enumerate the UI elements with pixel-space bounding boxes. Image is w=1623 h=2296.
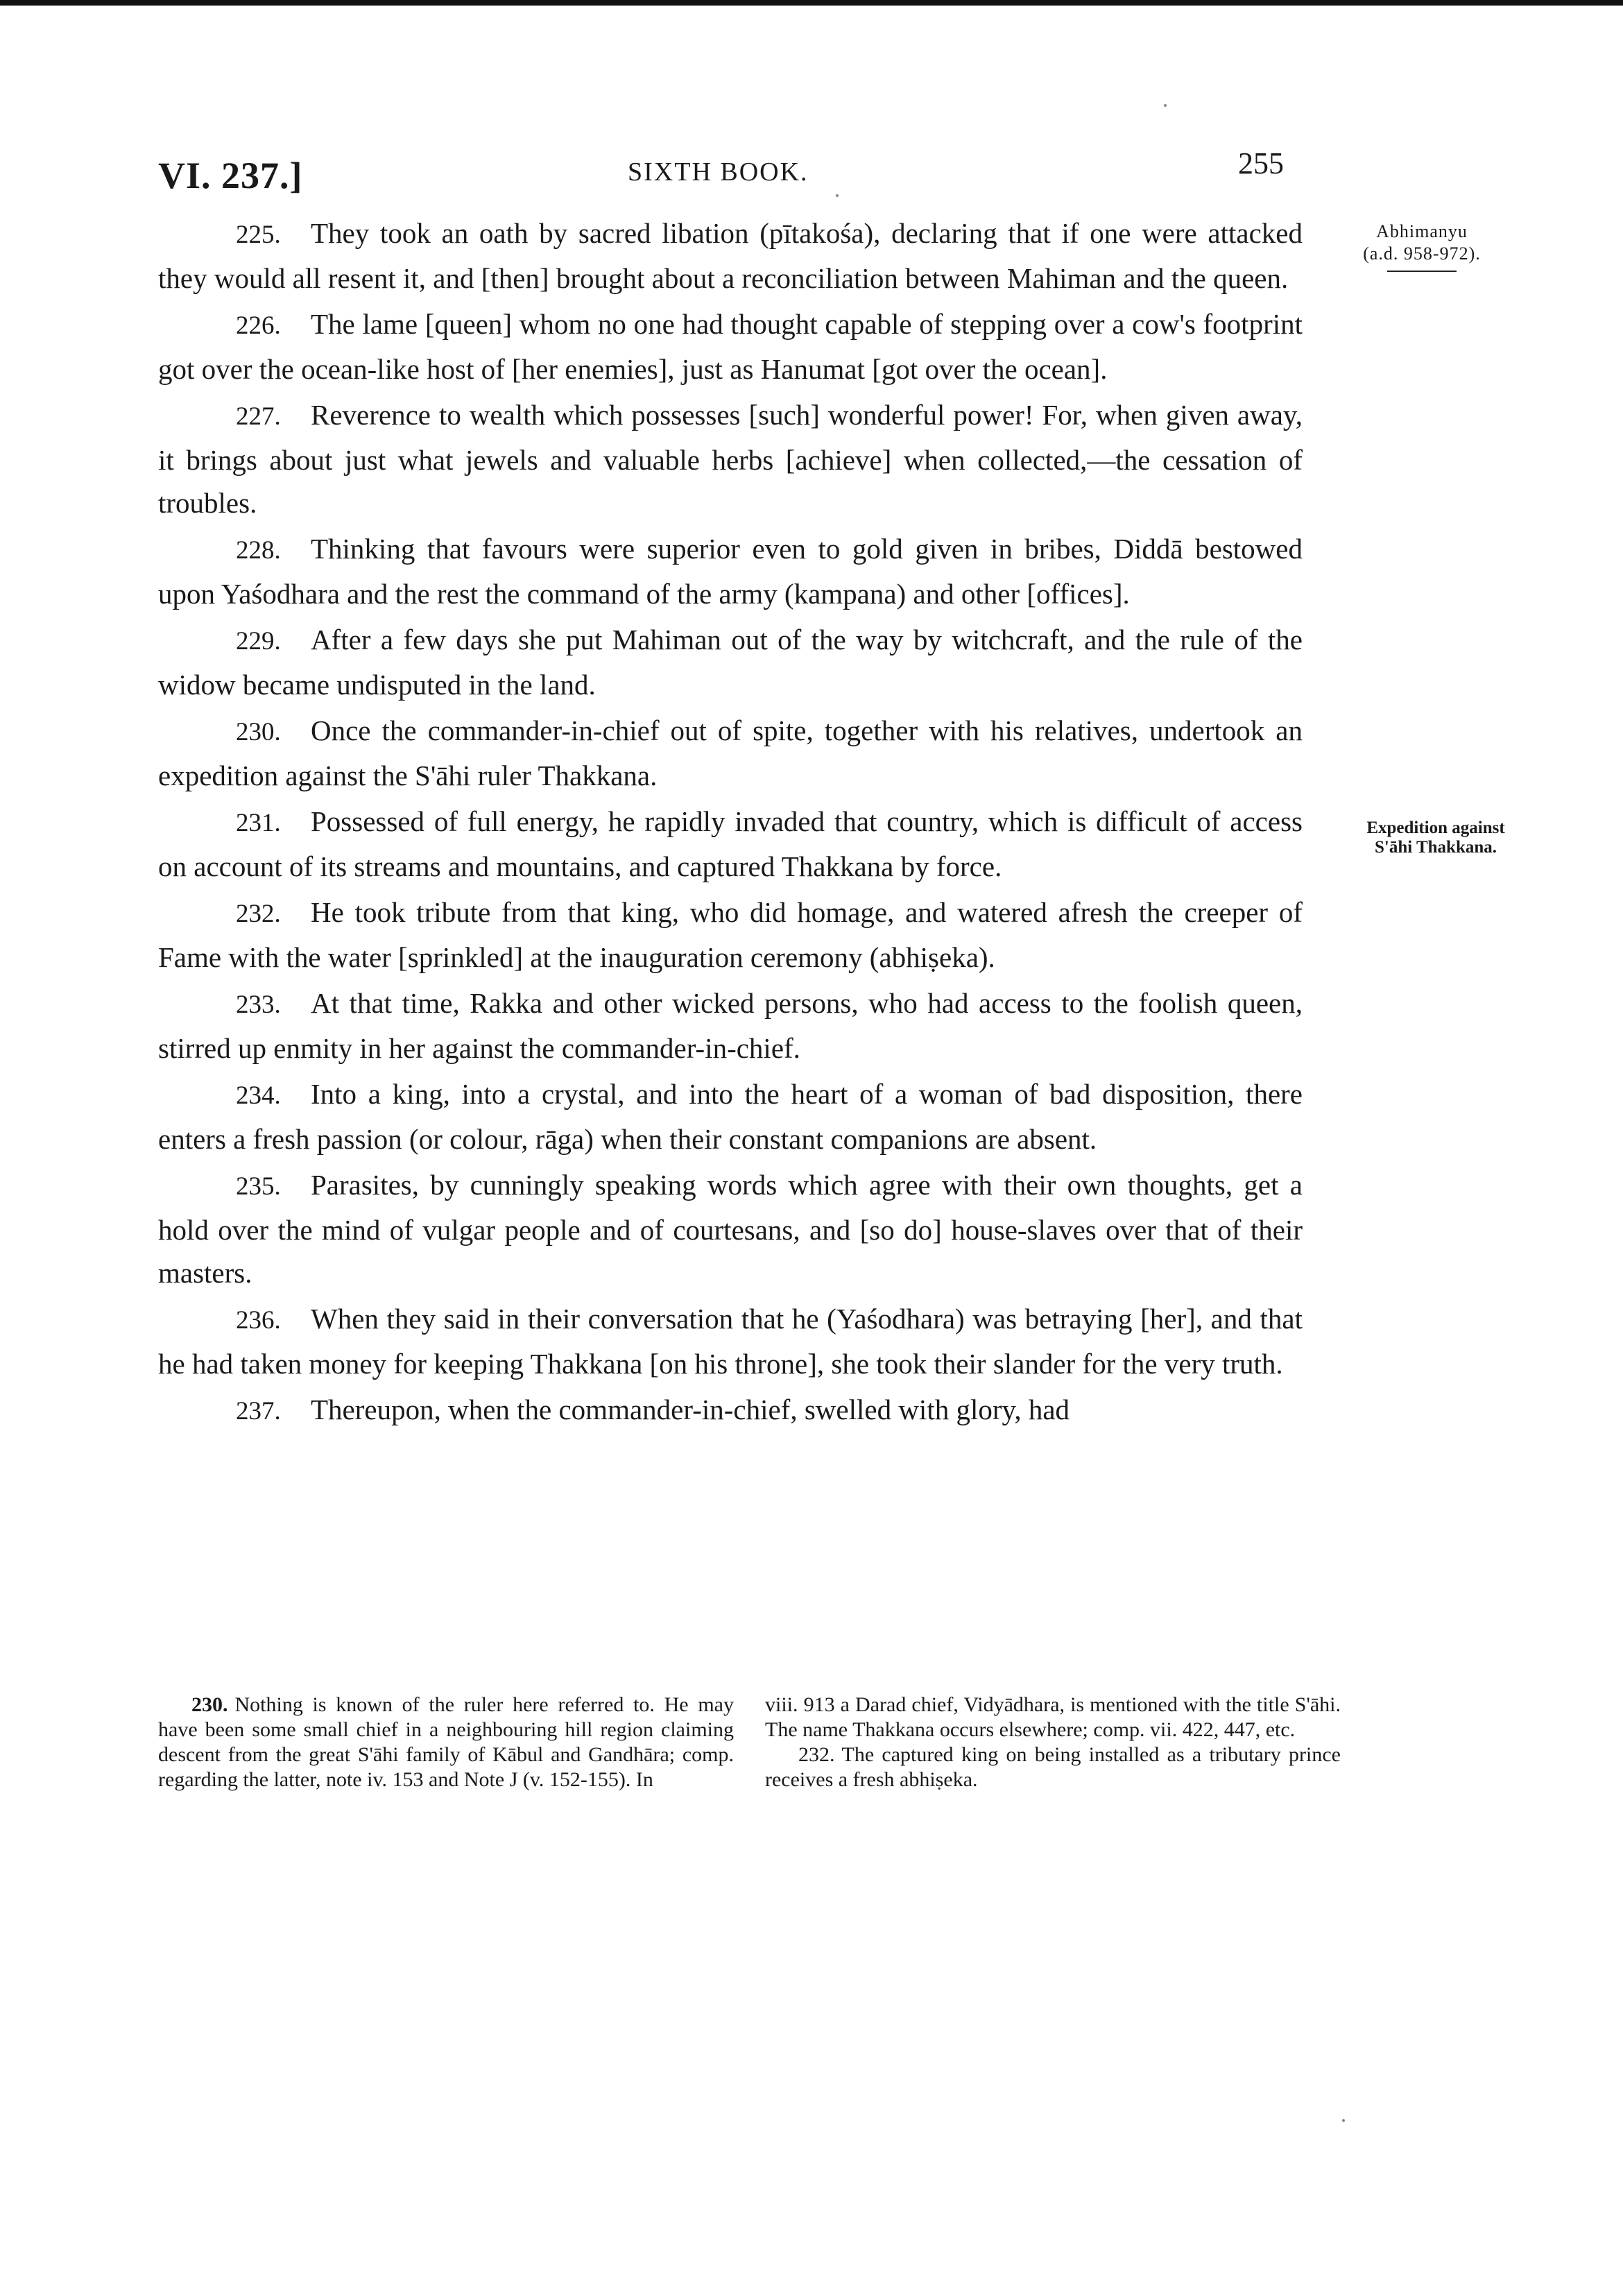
verse-paragraph (158, 1072, 1303, 1160)
footnote (158, 1693, 734, 1792)
verse-number: 229. (236, 627, 281, 656)
verse-paragraph (158, 800, 1303, 888)
verse-text: Thinking that favours were superior even to gold given in bribes, Diddā bestowed upon Yaśodhara and the rest the command of the army (kampana) and other [offices]. (158, 533, 1303, 610)
verse-text: They took an oath by sacred libation (pītakośa), declaring that if one were attacked they would all resent it, and [then] brought about a reconciliation between Mahiman and the queen. (158, 217, 1303, 294)
verse-number: 230. (236, 718, 281, 746)
main-text (158, 212, 1303, 1436)
footnote-text: Nothing is known of the ruler here referred to. He may have been some small chief in a neighbouring hill region claiming descent from the great S'āhi family of Kābul and Gandhāra; comp. regarding the latter, note iv. 153 and Note J (v. 152-155). In (158, 1693, 734, 1791)
page-top-border (0, 0, 1623, 6)
verse-paragraph (158, 302, 1303, 391)
verse-text: He took tribute from that king, who did homage, and watered afresh the creeper of Fame with the water [sprinkled] at the inauguration ceremony (abhiṣeka). (158, 896, 1303, 973)
margin-note-line: S'āhi Thakkana. (1374, 838, 1497, 857)
verse-paragraph (158, 709, 1303, 797)
verse-text: Thereupon, when the commander-in-chief, swelled with glory, had (311, 1394, 1070, 1425)
verse-text: Parasites, by cunningly speaking words which agree with their own thoughts, get a hold over the mind of vulgar people and of courtesans, and [so do] house-slaves over that of their masters. (158, 1169, 1303, 1289)
verse-number: 226. (236, 311, 281, 340)
verse-number: 234. (236, 1081, 281, 1110)
verse-number: 237. (236, 1397, 281, 1425)
footnote-continuation: viii. 913 a Darad chief, Vidyādhara, is mentioned with the title S'āhi. The name Thakkana occurs elsewhere; comp. vii. 422, 447, etc. (765, 1693, 1341, 1741)
margin-note-line: Expedition against (1366, 819, 1505, 837)
verse-paragraph (158, 1163, 1303, 1294)
footnote-column-right (765, 1693, 1341, 1792)
verse-number: 231. (236, 809, 281, 837)
verse-number: 225. (236, 221, 281, 249)
verse-paragraph (158, 1297, 1303, 1385)
scan-speck (1342, 2119, 1345, 2122)
footnote-column-left (158, 1693, 734, 1792)
verse-paragraph (158, 618, 1303, 706)
verse-number: 233. (236, 991, 281, 1019)
verse-number: 232. (236, 900, 281, 928)
header-section-ref: VI. 237.] (158, 155, 303, 196)
verse-text: Possessed of full energy, he rapidly invaded that country, which is difficult of access on account of its streams and mountains, and captured Thakkana by force. (158, 805, 1303, 882)
verse-paragraph (158, 891, 1303, 979)
footnote-number: 230. (191, 1693, 228, 1716)
margin-note-expedition (1332, 819, 1540, 857)
footnote (765, 1742, 1341, 1792)
margin-note-reign (1346, 221, 1498, 272)
verse-paragraph (158, 1388, 1303, 1433)
scan-speck (836, 194, 839, 197)
margin-note-line: (a.d. 958-972). (1363, 243, 1481, 264)
verse-number: 235. (236, 1172, 281, 1201)
verse-text: At that time, Rakka and other wicked persons, who had access to the foolish queen, stirred up enmity in her against the commander-in-chief. (158, 987, 1303, 1064)
verse-text: Once the commander-in-chief out of spite, together with his relatives, undertook an expedition against the S'āhi ruler Thakkana. (158, 714, 1303, 791)
running-header (0, 139, 1623, 201)
verse-text: After a few days she put Mahiman out of the way by witchcraft, and the rule of the widow became undisputed in the land. (158, 624, 1303, 701)
verse-paragraph (158, 527, 1303, 615)
verse-number: 228. (236, 536, 281, 565)
verse-paragraph (158, 393, 1303, 524)
verse-text: The lame [queen] whom no one had thought capable of stepping over a cow's footprint got over the ocean-like host of [her enemies], just as Hanumat [got over the ocean]. (158, 308, 1303, 385)
footnotes (158, 1693, 1341, 1873)
footnote-text: The captured king on being installed as a tributary prince receives a fresh abhiṣeka. (765, 1743, 1341, 1791)
verse-text: When they said in their conversation that he (Yaśodhara) was betraying [her], and that he had taken money for keeping Thakkana [on his throne], she took their slander for the very truth. (158, 1303, 1303, 1380)
footnote-number: 232. (798, 1743, 835, 1766)
page-number: 255 (1238, 146, 1284, 180)
margin-note-rule (1387, 271, 1457, 272)
verse-number: 227. (236, 402, 281, 431)
verse-number: 236. (236, 1306, 281, 1335)
verse-text: Reverence to wealth which possesses [such] wonderful power! For, when given away, it brings about just what jewels and valuable herbs [achieve] when collected,—the cessation of troubles. (158, 399, 1303, 519)
scan-speck (1164, 104, 1167, 107)
margin-note-line: Abhimanyu (1376, 221, 1468, 241)
verse-paragraph (158, 212, 1303, 300)
verse-text: Into a king, into a crystal, and into the heart of a woman of bad disposition, there enters a fresh passion (or colour, rāga) when their constant companions are absent. (158, 1078, 1303, 1155)
verse-paragraph (158, 982, 1303, 1070)
header-book-title: SIXTH BOOK. (628, 157, 809, 187)
